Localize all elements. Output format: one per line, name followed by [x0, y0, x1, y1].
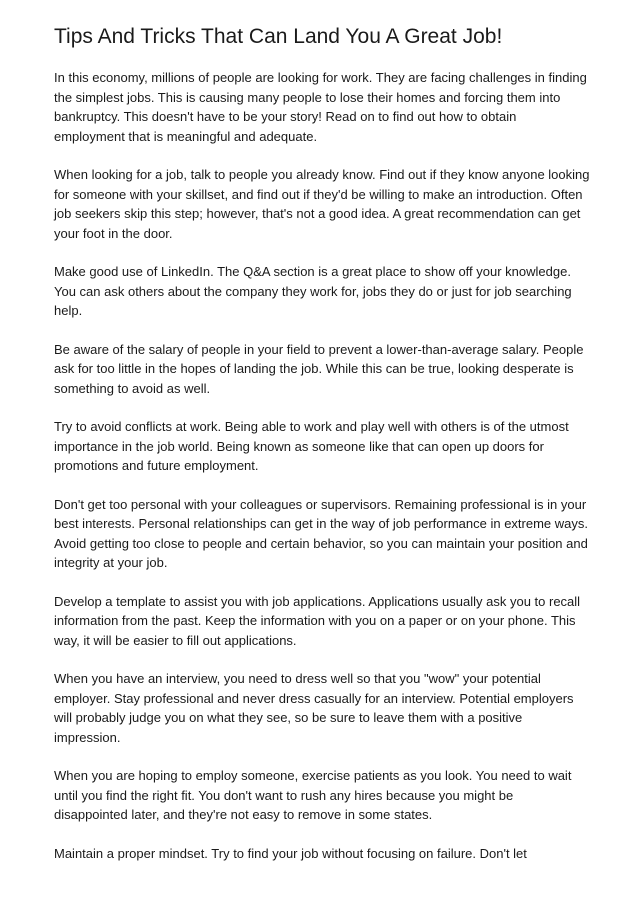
paragraph-line: help.: [54, 303, 83, 318]
paragraph-line: Develop a template to assist you with job applications. Applications usually ask you to recall: [54, 593, 581, 609]
paragraph-line: until you find the right fit. You don't want to rush any hires because you might be: [54, 787, 514, 803]
paragraph-line: In this economy, millions of people are looking for work. They are facing challenges in finding: [54, 70, 587, 85]
paragraph-10: [54, 844, 594, 864]
paragraph-line: for someone with your skillset, and find out if they'd be willing to make an introduction. Often: [54, 186, 583, 202]
paragraph-line: When you have an interview, you need to dress well so that you "wow" your potential: [54, 671, 541, 686]
paragraph-line: Avoid getting too close to people and certain behavior, so you can maintain your position and: [54, 535, 588, 551]
paragraph-line: Try to avoid conflicts at work. Being able to work and play well with others is of the utmost: [54, 419, 569, 434]
document-title: Tips And Tricks That Can Land You A Great Job!: [54, 25, 503, 48]
paragraph-line: employment that is meaningful and adequate.: [54, 128, 318, 144]
paragraph-line: information from the past. Keep the information with you on a paper or on your phone. This: [54, 613, 576, 628]
paragraph-line: Be aware of the salary of people in your field to prevent a lower-than-average salary. People: [54, 341, 584, 357]
paragraph-8: [54, 669, 594, 747]
paragraph-line: ask for too little in the hopes of landing the job. While this can be true, looking desperate is: [54, 361, 574, 376]
paragraph-7: [54, 592, 594, 651]
paragraph-3: [54, 262, 594, 321]
paragraph-6: [54, 495, 594, 573]
document-page: [54, 22, 594, 882]
paragraph-4: [54, 340, 594, 399]
paragraph-line: When looking for a job, talk to people you already know. Find out if they know anyone looking: [54, 167, 590, 182]
paragraph-line: your foot in the door.: [54, 225, 173, 241]
paragraph-line: importance in the job world. Being known as someone like that can open up doors for: [54, 438, 544, 454]
paragraph-line: Don't get too personal with your colleagues or supervisors. Remaining professional is in your: [54, 496, 587, 512]
paragraph-line: integrity at your job.: [54, 555, 168, 570]
paragraph-line: way, it will be easier to fill out applications.: [54, 632, 297, 648]
paragraph-line: Make good use of LinkedIn. The Q&A section is a great place to show off your knowledge.: [54, 264, 571, 279]
paragraph-line: You can ask others about the company they work for, jobs they do or just for job searching: [54, 283, 572, 299]
paragraph-line: When you are hoping to employ someone, exercise patients as you look. You need to wait: [54, 768, 572, 783]
paragraph-9: [54, 766, 594, 825]
paragraph-line: employer. Stay professional and never dress casually for an interview. Potential employers: [54, 690, 574, 706]
paragraph-line: job seekers skip this step; however, that's not a good idea. A great recommendation can get: [54, 206, 581, 221]
paragraph-line: promotions and future employment.: [54, 458, 259, 473]
paragraph-line: something to avoid as well.: [54, 380, 211, 396]
paragraph-line: bankruptcy. This doesn't have to be your story! Read on to find out how to obtain: [54, 109, 517, 124]
paragraph-line: Maintain a proper mindset. Try to find your job without focusing on failure. Don't let: [54, 845, 527, 861]
paragraph-line: the simplest jobs. This is causing many people to lose their homes and forcing them into: [54, 89, 561, 105]
paragraph-line: impression.: [54, 729, 121, 745]
paragraph-line: disappointed later, and they're not easy to remove in some states.: [54, 807, 433, 822]
paragraph-1: [54, 68, 594, 146]
paragraph-line: will probably judge you on what they see, so be sure to leave them with a positive: [54, 710, 523, 725]
paragraph-2: [54, 165, 594, 243]
paragraph-line: best interests. Personal relationships can get in the way of job performance in extreme ways.: [54, 516, 588, 531]
paragraph-5: [54, 417, 594, 476]
